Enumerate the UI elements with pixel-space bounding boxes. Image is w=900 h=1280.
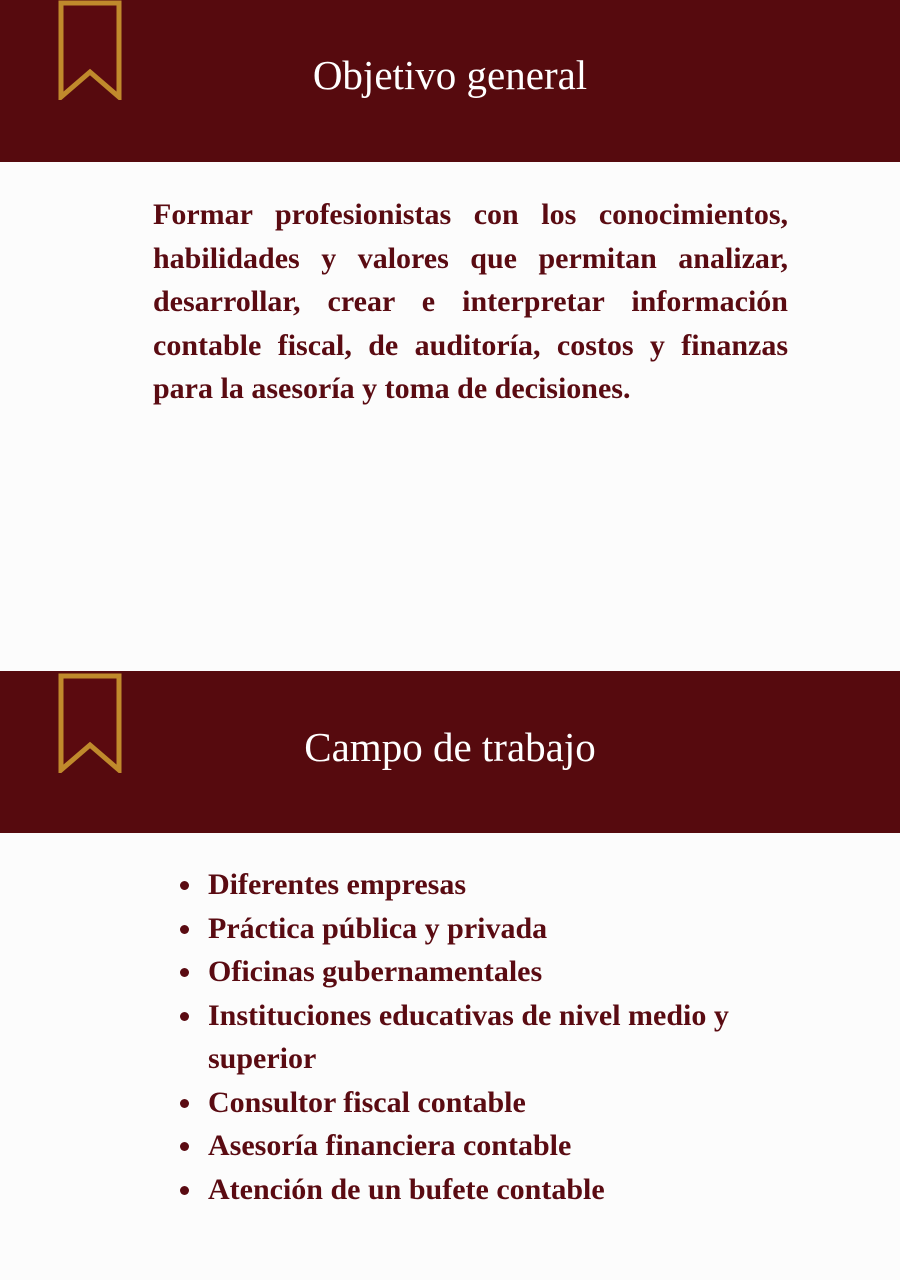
list-item-text: Oficinas gubernamentales <box>208 955 543 988</box>
list-item <box>180 1081 790 1125</box>
list-item <box>180 1168 790 1212</box>
campo-list <box>180 863 790 1211</box>
bullet-icon <box>180 1186 189 1195</box>
list-item <box>180 1124 790 1168</box>
section-title-objetivo: Objetivo general <box>312 52 588 98</box>
list-item <box>180 994 790 1081</box>
section-title-campo: Campo de trabajo <box>304 724 596 770</box>
list-item <box>180 950 790 994</box>
list-item-text: Diferentes empresas <box>208 868 466 901</box>
bullet-icon <box>180 1099 189 1108</box>
bullet-icon <box>180 968 189 977</box>
list-item-text: Atención de un bufete contable <box>208 1172 605 1206</box>
bullet-icon <box>180 1142 189 1151</box>
list-item <box>180 907 790 951</box>
bullet-icon <box>180 881 189 890</box>
list-item-text: Asesoría financiera contable <box>208 1129 572 1162</box>
list-item-text: Instituciones educativas de nivel medio y superior <box>208 998 729 1075</box>
bullet-icon <box>180 1012 189 1021</box>
list-item-text: Consultor fiscal contable <box>208 1085 526 1119</box>
bullet-icon <box>180 925 189 934</box>
list-item-text: Práctica pública y privada <box>208 911 548 945</box>
objetivo-paragraph: Formar profesionistas con los conocimientos, habilidades y valores que permitan analizar, desarrollar, crear e interpretar información contable fiscal, de auditoría, costos y finanzas para la asesoría y toma de decisiones. <box>153 198 788 405</box>
list-item <box>180 863 790 907</box>
